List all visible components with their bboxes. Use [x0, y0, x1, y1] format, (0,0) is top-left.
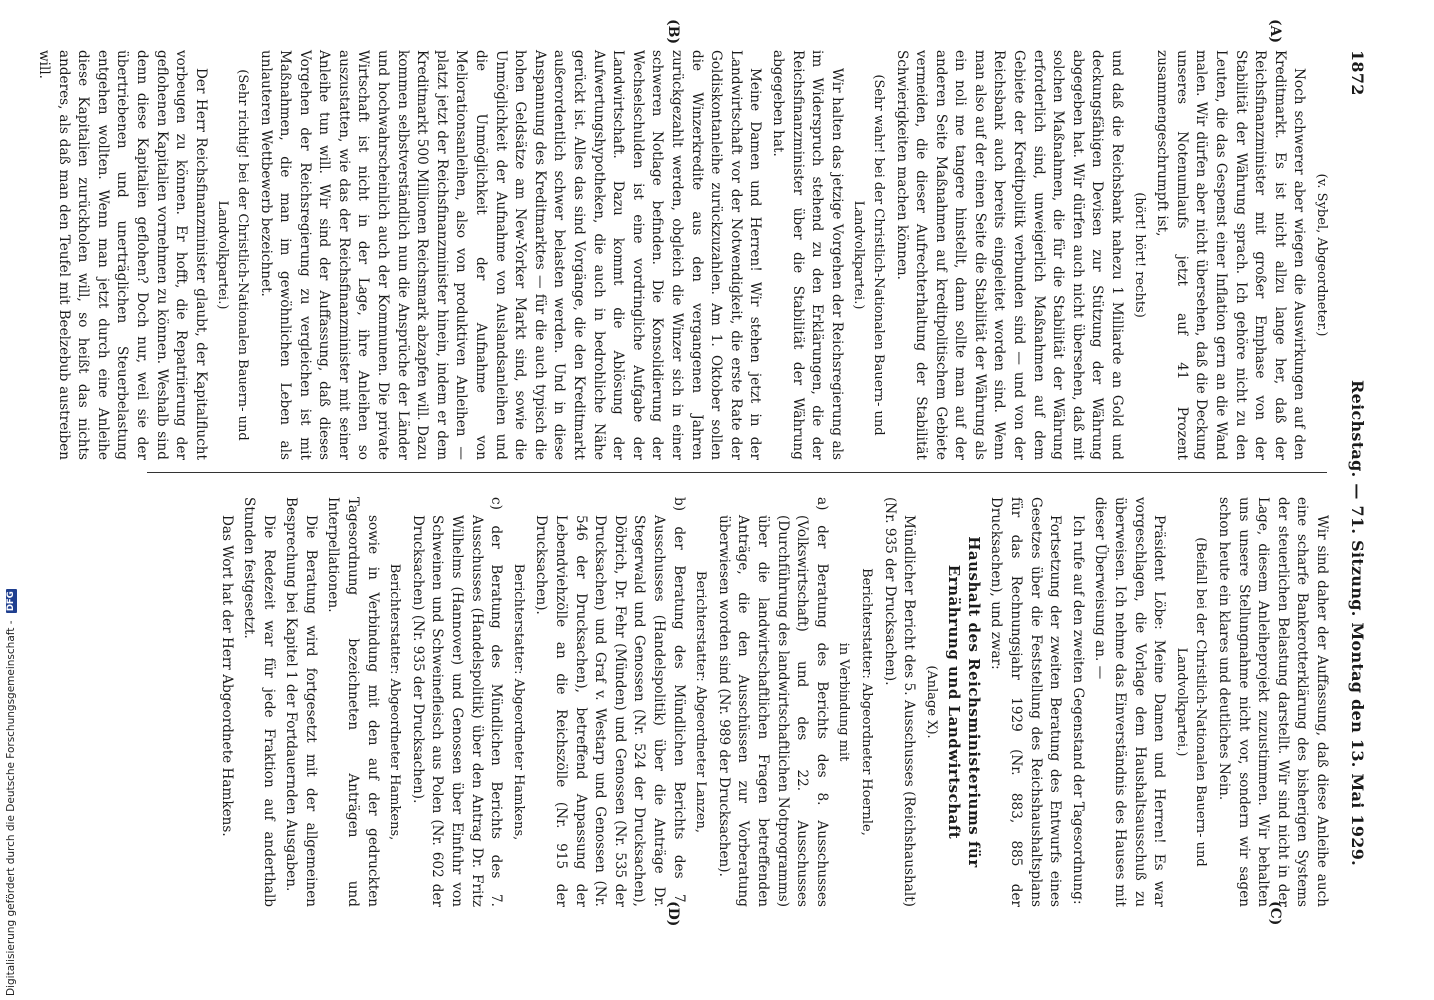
- rapporteur: Berichterstatter: Abgeordneter Hamkens,: [387, 563, 403, 841]
- digitization-footer: [4, 589, 18, 996]
- rapporteur: Berichterstatter: Abgeordneter Hoernle,: [858, 568, 874, 836]
- column-divider: [147, 472, 1327, 473]
- margin-mark-a: (A): [1267, 19, 1283, 44]
- left-column: [30, 50, 1331, 460]
- interjection: (hört! hört! rechts): [1131, 192, 1147, 318]
- paragraph: Wir halten das jetzige Vorgehen der Reichsregierung als im Widerspruch stehend zu den Erklärungen, die der Reichsfinanzminister über die Stabilität der Währung abgegeben hat.: [769, 50, 845, 460]
- page-header: [1341, 50, 1367, 895]
- paragraph: Ich rufe auf den zweiten Gegenstand der Tagesordnung:: [1069, 515, 1086, 905]
- interjection: (Sehr richtig! bei der Christlich-Nationalen Bauern- und Landvolkpartei.): [215, 69, 250, 441]
- paragraph: sowie in Verbindung mit den auf der gedruckten Tagesordnung bezeichneten Anträgen und Interpellationen.: [325, 497, 381, 907]
- agenda-item-c: c) der Beratung des Mündlichen Berichts des 7. Ausschusses (Handelspolitik) über den Antrag Dr. Fritz Wilhelms (Hannover) und Genossen über Einfuhr von Schweinen und Schweinefleisch aus Polen (Nr. 602 der Drucksachen) (Nr. 935 der Drucksachen).: [409, 497, 505, 907]
- page-number: 1872: [1348, 50, 1367, 96]
- paragraph: Fortsetzung der zweiten Beratung des Entwurfs eines Gesetzes über die Feststellung des Reichshaushaltsplans für das Rechnungsjahr 1929 (Nr. 883, 885 der Drucksachen), und zwar:: [988, 497, 1064, 907]
- right-column: [213, 497, 1331, 907]
- budget-annex: (Anlage X).: [923, 665, 939, 739]
- page-title: Reichstag. — 71. Sitzung. Montag den 13. Mai 1929.: [1348, 380, 1367, 867]
- rapporteur: Berichterstatter: Abgeordneter Hamkens,: [510, 563, 526, 841]
- paragraph: und daß die Reichsbank nahezu 1 Milliarde an Gold und deckungsfähigen Devisen zur Stützung der Währung abgegeben hat. Wir dürfen auch nicht übersehen, daß mit solchen Maßnahmen, die für die Stabilität der Währung erforderlich sind, unweigerlich Maßnahmen auf dem Gebiete der Kreditpolitik verbunden sind — und von der Reichsbank auch bereits eingeleitet worden sind. Wenn man also auf der einen Seite die Stabilität der Währung als ein noli me tangere hinstellt, dann sollte man auf der anderen Seite Maßnahmen auf kreditpolitischem Gebiete vermeiden, die dieser Aufrechterhaltung der Stabilität Schwierigkeiten machen können.: [893, 50, 1126, 460]
- dfg-logo: DFG: [5, 591, 16, 612]
- paragraph: Die Redezeit war für jede Fraktion auf anderthalb Stunden festgesetzt.: [241, 497, 277, 907]
- paragraph: Das Wort hat der Herr Abgeordnete Hamkens.: [218, 515, 235, 837]
- rapporteur: Berichterstatter: Abgeordneter Lanzen,: [693, 570, 709, 834]
- president-statement: Präsident Löbe: Meine Damen und Herren! Es war vorgeschlagen, die Vorlage dem Haushaltsausschuß zu überweisen. Ich nehme das Einverständnis des Hauses mit dieser Überweisung an. —: [1092, 497, 1168, 907]
- interjection: (Sehr wahr! bei der Christlich-Nationalen Bauern- und Landvolkpartei.): [851, 74, 886, 436]
- paragraph: Noch schwerer aber wiegen die Auswirkungen auf den Kreditmarkt. Es ist nicht allzu lange her, daß der Reichsfinanzminister mit großer Emphase von der Stabilität der Währung sprach. Ich gehöre nicht zu den Leuten, die das Gespenst einer Inflation gern an die Wand malen. Wir dürfen aber nicht übersehen, daß die Deckung unseres Notenumlaufs jetzt auf 41 Prozent zusammengeschrumpft ist,: [1154, 50, 1308, 460]
- paragraph: Wir sind daher der Auffassung, daß diese Anleihe auch eine scharfe Bankerotterklärung des bisherigen Systems der steuerlichen Belastung darstellt. Wir sind nicht in der Lage, diesem Anleiheprojekt zuzustimmen. Wir behalten uns unsere Stellungnahme nicht vor, sondern wir sagen schon heute ein klares und deutliches Nein.: [1216, 497, 1330, 907]
- agenda-item-b: b) der Beratung des Mündlichen Berichts des 7. Ausschusses (Handelspolitik) über die Anträge Dr. Stegerwald und Genossen (Nr. 524 der Drucksachen), Döbrich, Dr. Fehr (Münden) und Genossen (Nr. 535 der Drucksachen) und Graf v. Westarp und Genossen (Nr. 546 der Drucksachen), betreffend Anpassung der Lebendviehzölle an die Reichszölle (Nr. 915 der Drucksachen).: [533, 497, 687, 907]
- paragraph: Mündlicher Bericht des 5. Ausschusses (Reichshaushalt) (Nr. 935 der Drucksachen).: [881, 497, 918, 907]
- paragraph: Die Beratung wird fortgesetzt mit der allgemeinen Besprechung bei Kapitel 1 der Fortdauernden Ausgaben.: [283, 497, 319, 907]
- paragraph: Meine Damen und Herren! Wir stehen jetzt in der Landwirtschaft vor der Notwendigkeit, die erste Rate der Goldiskontanleihe zurückzuzahlen. Am 1. Oktober sollen die Winzerkredite aus den vergangenen Jahren zurückgezahlt werden, obgleich die Winzer sich in einer schweren Notlage befinden. Die Konsolidierung der Wechselschulden ist eine vordringliche Aufgabe der Landwirtschaft. Dazu kommt die Ablösung der Aufwertungshypotheken, die auch in bedrohliche Nähe gerückt ist. Alles das sind Vorgänge, die den Kreditmarkt außerordentlich schwer belasten werden. Und in diese Anspannung des Kreditmarktes — für die auch typisch die hohen Geldsätze am New-Yorker Markt sind, sowie die Unmöglichkeit der Aufnahme von Auslandsanleihen und die Unmöglichkeit der Aufnahme von Meliorationsanleihen, also von produktiven Anleihen — platzt jetzt der Reichsfinanzminister hinein, indem er dem Kreditmarkt 500 Millionen Reichsmark abzapfen will. Dazu kommen selbstverständlich nun die Ansprüche der Länder und hochwahrscheinlich auch der Kommunen. Die private Wirtschaft ist nicht in der Lage, ihre Anleihen so auszustatten, wie das der Reichsfinanzminister mit seiner Anleihe tun will. Wir sind der Auffassung, daß dieses Vorgehen der Reichsregierung zu vergleichen ist mit Maßnahmen, die man im gewöhnlichen Leben als unlauteren Wettbewerb bezeichnet.: [257, 50, 764, 460]
- connector: in Verbindung mit: [836, 642, 852, 762]
- margin-mark-d: (D): [665, 901, 681, 927]
- paragraph: Der Herr Reichsfinanzminister glaubt, der Kapitalflucht vorbeugen zu können. Er hofft, die Repatriierung der geflohenen Kapitalien vornehmen zu können. Weshalb sind denn diese Kapitalien geflohen? Doch nur, weil sie der übertriebenen und unerträglichen Steuerbelastung entgehen wollten. Wenn man jetzt durch eine Anleihe diese Kapitalien zurückholen will, so heißt das nichts anderes, als daß man den Teufel mit Beelzebub austreiben will.: [36, 50, 209, 460]
- footer-text: Digitalisierung gefördert durch die Deutsche Forschungsgemeinschaft -: [5, 620, 17, 996]
- document-page: [36, 5, 1375, 935]
- budget-heading: Haushalt des Reichsministeriums für Ernährung und Landwirtschaft: [945, 536, 983, 868]
- agenda-item-a: a) der Beratung des Berichts des 8. Ausschusses (Volkswirtschaft) und des 22. Ausschusses (Durchführung des landwirtschaftlichen Notprogramms) über die landwirtschaftlichen Fragen betreffenden Anträge, die den Ausschüssen zur Vorberatung überwiesen worden sind (Nr. 989 der Drucksachen).: [715, 497, 830, 907]
- interjection: (Beifall bei der Christlich-Nationalen Bauern- und Landvolkpartei.): [1173, 537, 1209, 867]
- speaker-line: (v. Sybel, Abgeordneter.): [1314, 173, 1329, 337]
- margin-mark-b: (B): [665, 19, 681, 45]
- margin-mark-c: (C): [1267, 901, 1283, 926]
